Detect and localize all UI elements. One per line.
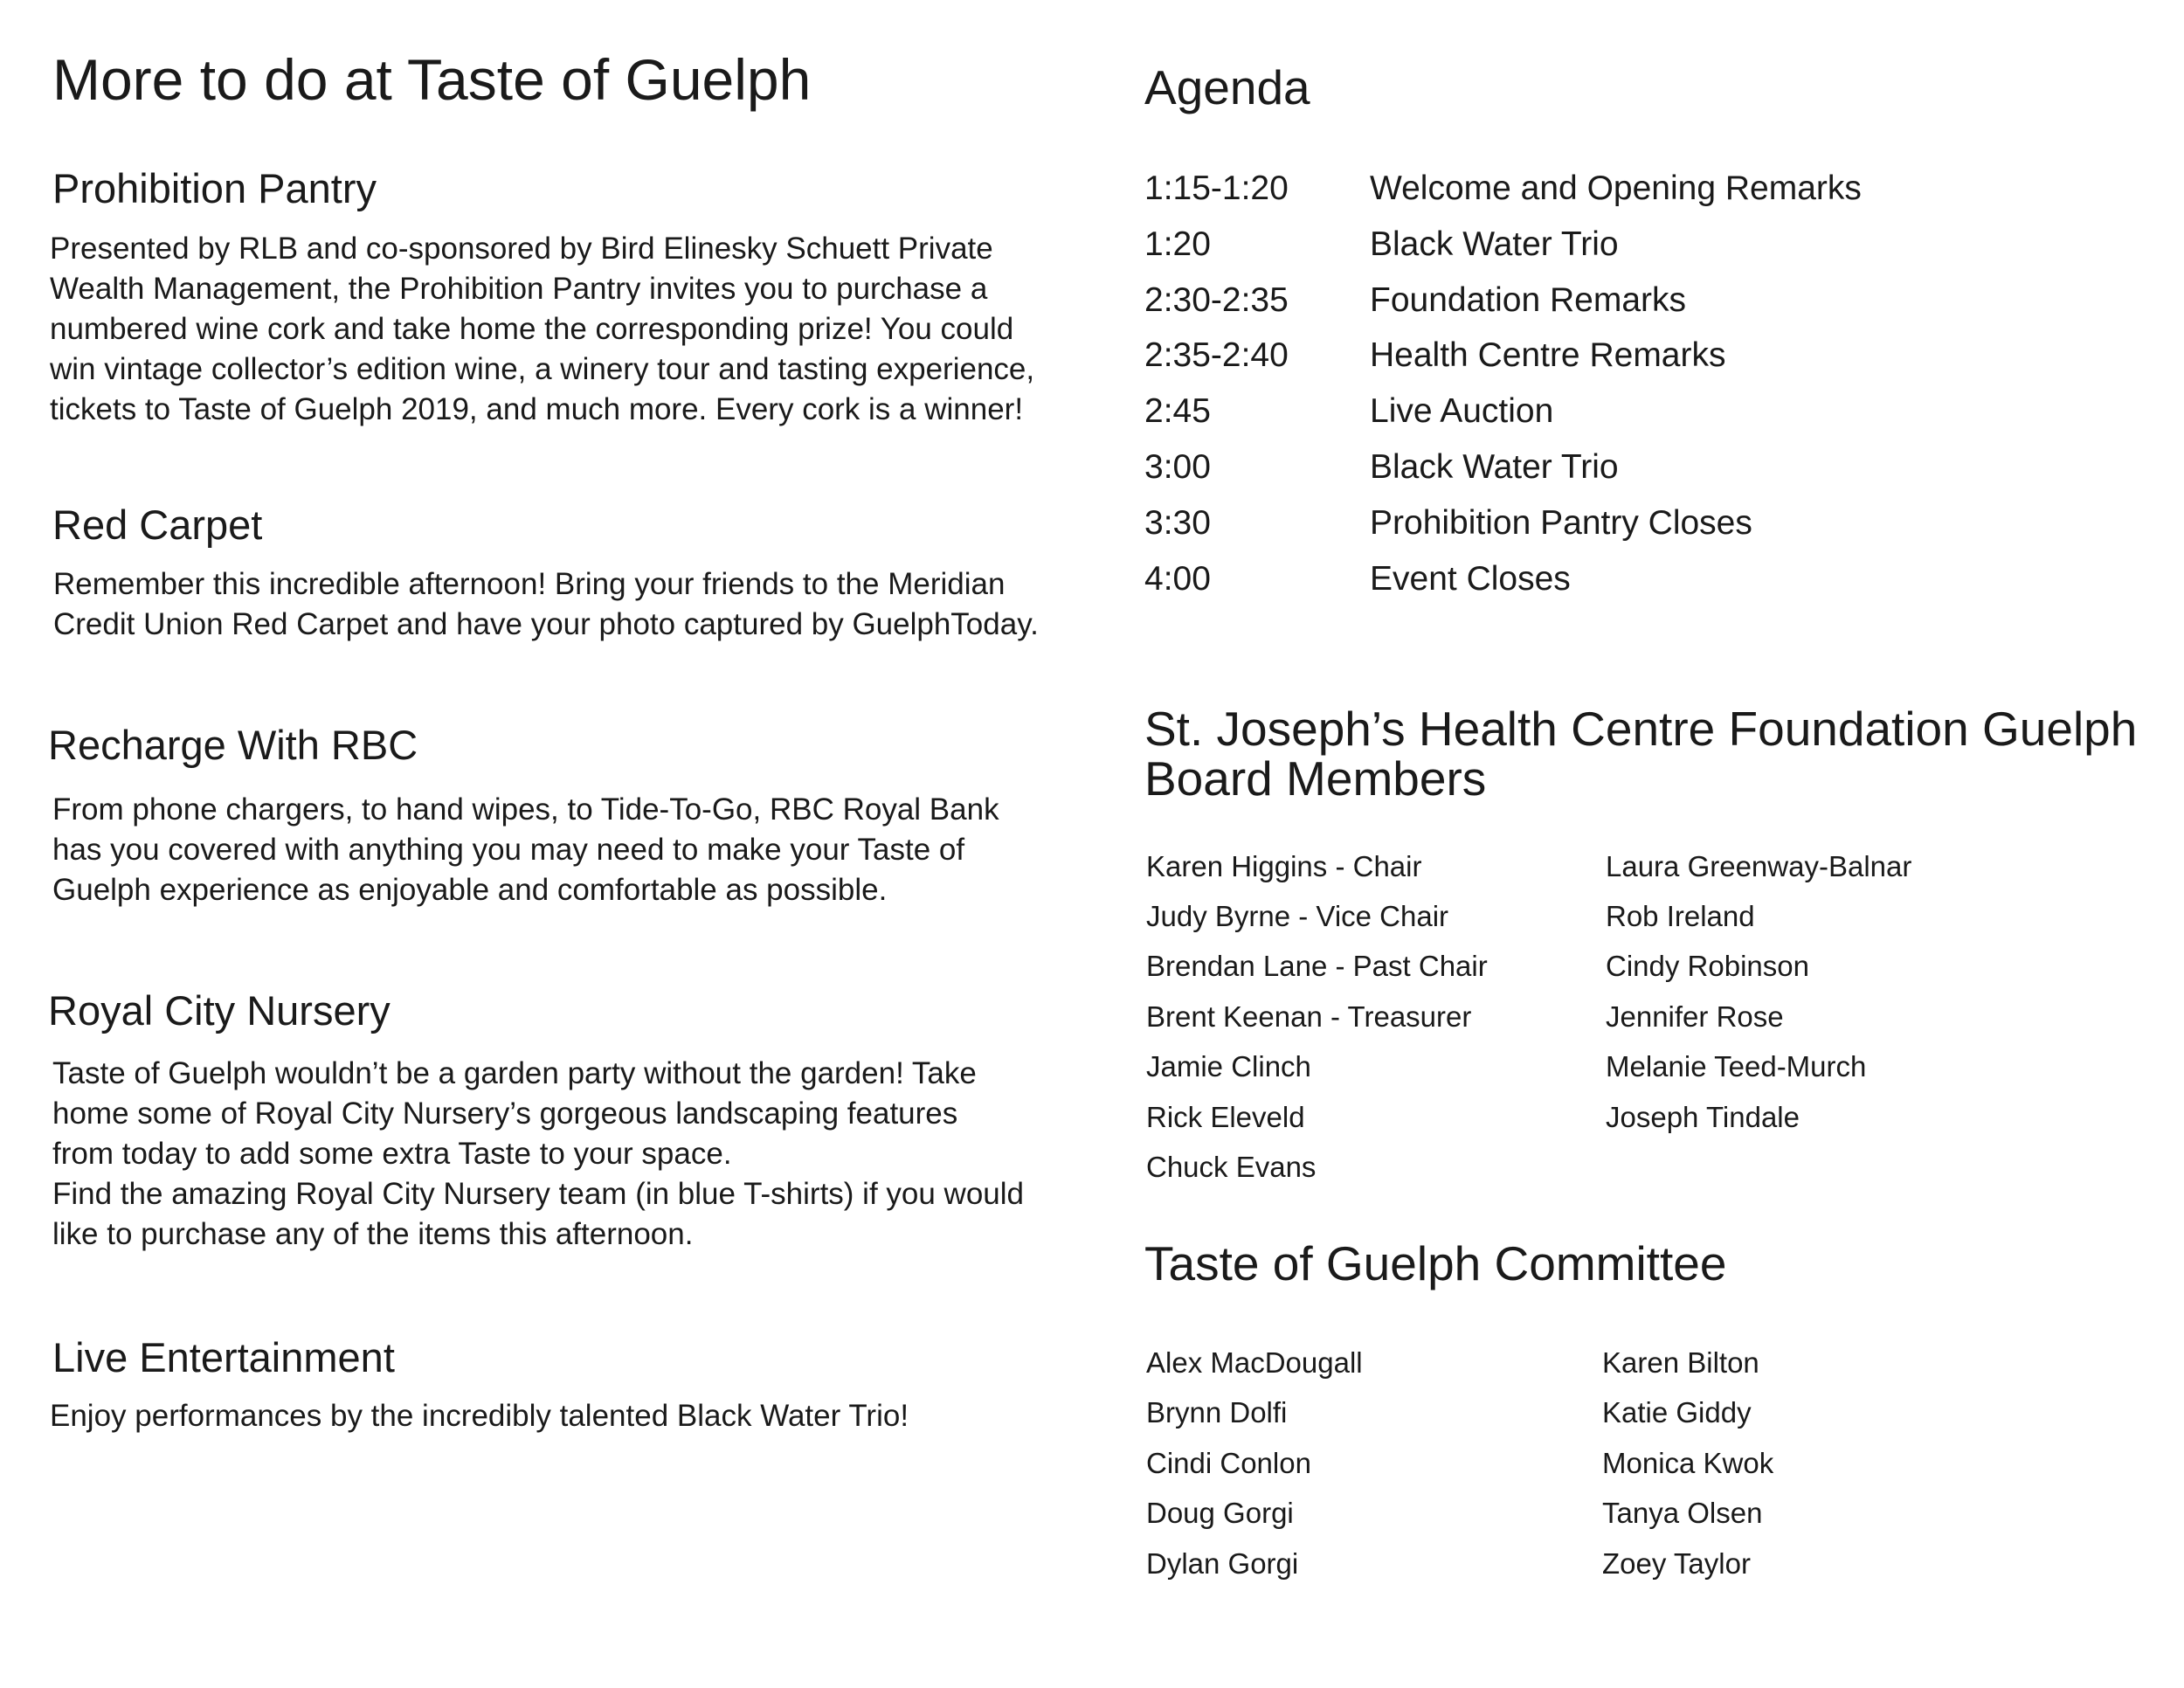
board-member: Cindy Robinson: [1606, 950, 1809, 982]
board-member: Brent Keenan - Treasurer: [1146, 1000, 1472, 1033]
agenda-row: [1144, 161, 2105, 217]
agenda-time: 3:30: [1144, 504, 1211, 542]
section-body-red-carpet: Remember this incredible afternoon! Bring your friends to the Meridian Credit Union Red Carpet and have your photo captured by GuelphToday.: [53, 567, 1039, 641]
agenda-event: Event Closes: [1370, 560, 1571, 598]
board-member: Rick Eleveld: [1146, 1101, 1305, 1133]
agenda-row: [1144, 495, 2105, 551]
agenda-time: 4:00: [1144, 560, 1211, 598]
page-title: More to do at Taste of Guelph: [52, 47, 812, 112]
section-title-royal-city-nursery: Royal City Nursery: [48, 987, 390, 1034]
agenda-row: [1144, 551, 2105, 607]
agenda-event: Black Water Trio: [1370, 448, 1619, 486]
agenda-event: Black Water Trio: [1370, 225, 1619, 263]
agenda-row: [1144, 273, 2105, 329]
agenda-row: [1144, 328, 2105, 384]
committee-member: Alex MacDougall: [1146, 1346, 1363, 1379]
section-body-recharge-with-rbc: From phone chargers, to hand wipes, to Tide-To-Go, RBC Royal Bank has you covered with anything you may need to make your Taste of Guelph experience as enjoyable and comfortable as possible.: [52, 792, 999, 907]
board-title-line2: Board Members: [1144, 751, 1487, 806]
board-member: Jamie Clinch: [1146, 1050, 1311, 1083]
committee-member: Monica Kwok: [1602, 1447, 1774, 1479]
agenda-time: 3:00: [1144, 448, 1211, 486]
agenda-time: 2:35-2:40: [1144, 336, 1289, 374]
committee-member: Cindi Conlon: [1146, 1447, 1311, 1479]
section-title-red-carpet: Red Carpet: [52, 502, 263, 548]
committee-title: Taste of Guelph Committee: [1144, 1236, 1727, 1290]
board-member: Karen Higgins - Chair: [1146, 850, 1422, 882]
board-member: Judy Byrne - Vice Chair: [1146, 900, 1449, 932]
board-member: Rob Ireland: [1606, 900, 1755, 932]
committee-member: Karen Bilton: [1602, 1346, 1759, 1379]
board-member: Laura Greenway-Balnar: [1606, 850, 1912, 882]
section-body-prohibition-pantry: Presented by RLB and co-sponsored by Bird Elinesky Schuett Private Wealth Management, the Prohibition Pantry invites you to purchase a numbered wine cork and take home the corresponding prize! You could win vintage collector’s edition wine, a winery tour and tasting experience, tickets to Taste of Guelph 2019, and much more. Every cork is a winner!: [50, 232, 1035, 426]
board-member: Melanie Teed-Murch: [1606, 1050, 1867, 1083]
agenda-time: 1:15-1:20: [1144, 169, 1289, 207]
agenda-title: Agenda: [1144, 60, 1310, 114]
board-member: Jennifer Rose: [1606, 1000, 1784, 1033]
agenda-time: 1:20: [1144, 225, 1211, 263]
agenda-time: 2:30-2:35: [1144, 281, 1289, 319]
committee-member: Zoey Taylor: [1602, 1547, 1751, 1580]
agenda-time: 2:45: [1144, 392, 1211, 430]
board-member: Brendan Lane - Past Chair: [1146, 950, 1488, 982]
agenda-event: Foundation Remarks: [1370, 281, 1687, 319]
committee-member: Brynn Dolfi: [1146, 1396, 1288, 1429]
board-member: Joseph Tindale: [1606, 1101, 1800, 1133]
committee-member: Doug Gorgi: [1146, 1497, 1294, 1529]
board-title-line1: St. Joseph’s Health Centre Foundation Guelph: [1144, 702, 2138, 756]
section-title-prohibition-pantry: Prohibition Pantry: [52, 165, 377, 211]
agenda-event: Welcome and Opening Remarks: [1370, 169, 1862, 207]
committee-member: Tanya Olsen: [1602, 1497, 1763, 1529]
agenda-event: Health Centre Remarks: [1370, 336, 1726, 374]
section-title-recharge-with-rbc: Recharge With RBC: [48, 722, 418, 768]
agenda-row: [1144, 217, 2105, 273]
agenda-event: Prohibition Pantry Closes: [1370, 504, 1752, 542]
agenda-row: [1144, 384, 2105, 439]
section-body-royal-city-nursery: Taste of Guelph wouldn’t be a garden party without the garden! Take home some of Royal City Nursery’s gorgeous landscaping features from today to add some extra Taste to your space. Find the amazing Royal City Nursery team (in blue T-shirts) if you would like to purchase any of the items this afternoon.: [52, 1056, 1025, 1251]
section-title-live-entertainment: Live Entertainment: [52, 1334, 395, 1380]
agenda-row: [1144, 439, 2105, 495]
committee-member: Katie Giddy: [1602, 1396, 1752, 1429]
agenda-event: Live Auction: [1370, 392, 1554, 430]
board-member: Chuck Evans: [1146, 1151, 1317, 1183]
committee-member: Dylan Gorgi: [1146, 1547, 1299, 1580]
section-body-live-entertainment: Enjoy performances by the incredibly talented Black Water Trio!: [50, 1399, 909, 1433]
